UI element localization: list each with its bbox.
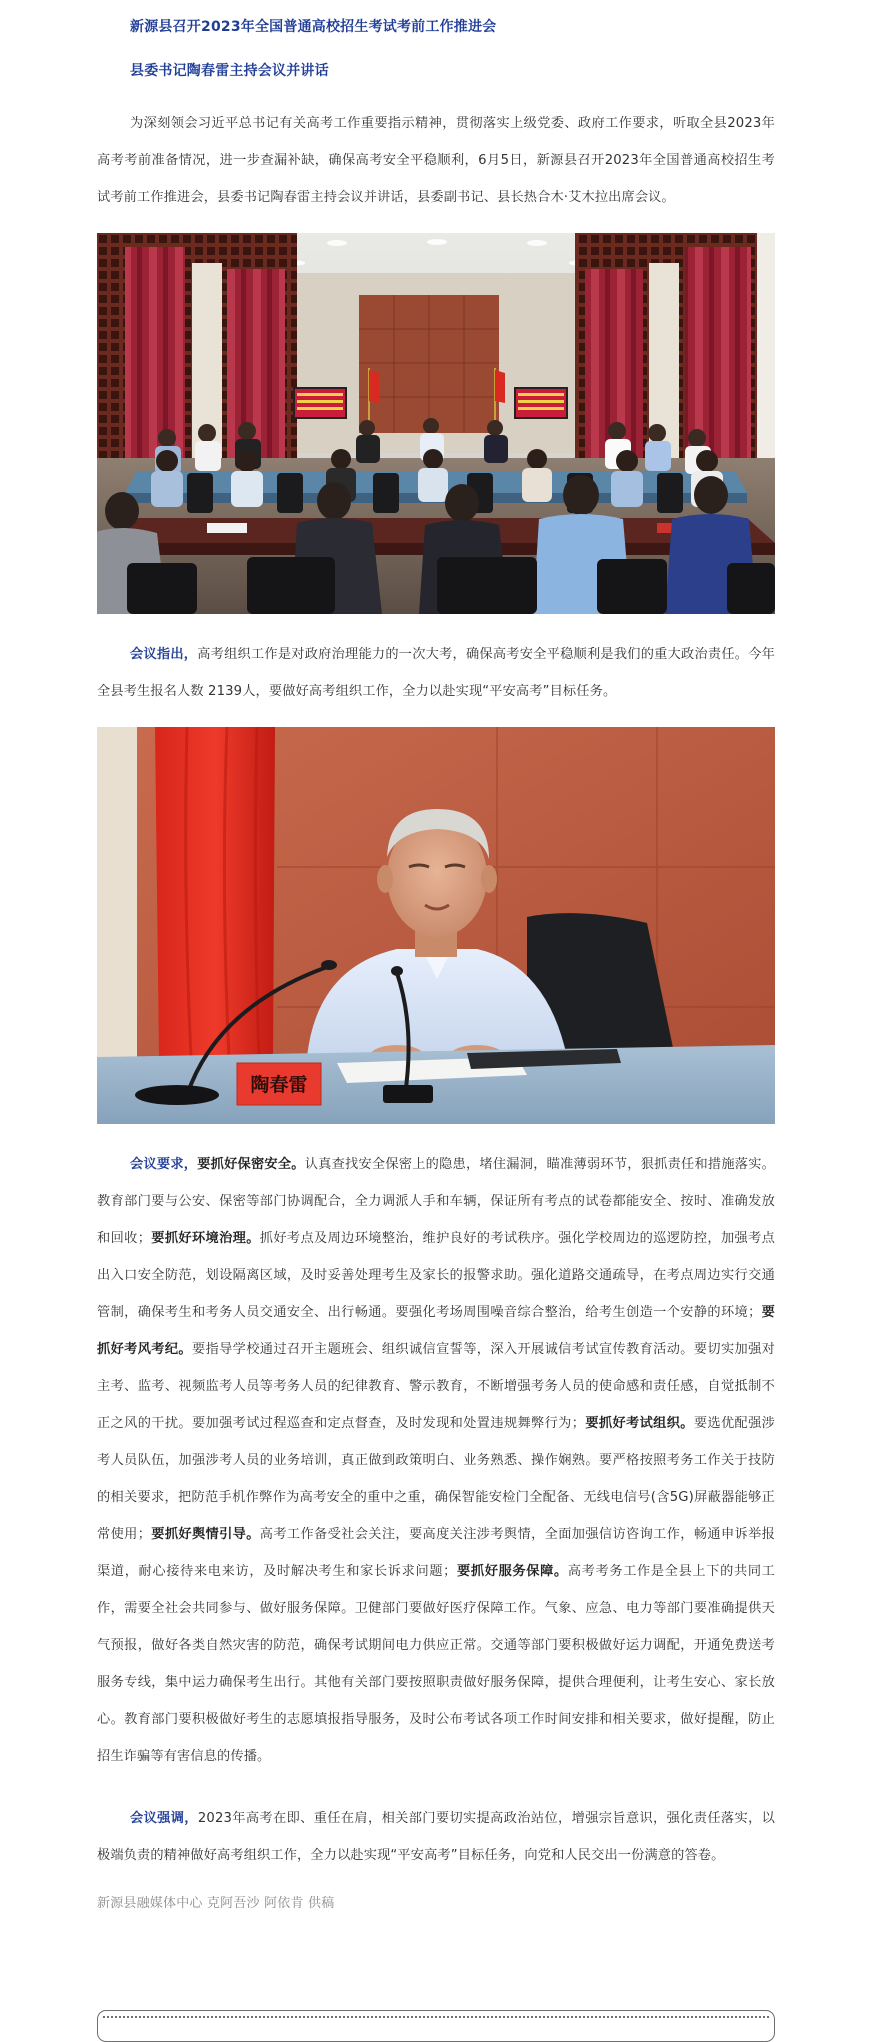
section3-lead: 会议强调，	[130, 1811, 198, 1826]
requirement-public-opinion: 要抓好舆情引导。	[151, 1527, 260, 1542]
requirement-environment: 要抓好环境治理。	[151, 1231, 260, 1246]
section3-text: 2023年高考在即、重任在肩，相关部门要切实提高政治站位，增强宗旨意识，强化责任落实，以极端负责的精神做好高考组织工作，全力以赴实现“平安高考”目标任务，向党和人民交出一份满意的答卷。	[97, 1811, 775, 1863]
section1-lead: 会议指出，	[130, 647, 198, 662]
section2-lead: 会议要求，	[130, 1157, 198, 1172]
requirement-environment-text: 抓好考点及周边环境整治，维护良好的考试秩序。强化学校周边的巡逻防控，加强考点出入口安全防范，划设隔离区域，及时妥善处理考生及家长的报警求助。强化道路交通疏导，在考点周边实行交通管制，确保考生和考务人员交通安全、出行畅通。要强化考场周围噪音综合整治，给考生创造一个安静的环境；	[97, 1231, 775, 1320]
nameplate-text: 陶春雷	[250, 1074, 308, 1096]
requirement-public-opinion-text: 高考工作备受社会关注，要高度关注涉考舆情，全面加强信访咨询工作，畅通申诉举报渠道，耐心接待来电来访，及时解决考生和家长诉求问题；	[97, 1527, 775, 1579]
requirement-confidentiality: 要抓好保密安全。	[197, 1157, 305, 1172]
article-title: 新源县召开2023年全国普通高校招生考试考前工作推进会	[130, 19, 497, 35]
section2-paragraph	[97, 1146, 775, 1775]
requirement-discipline-text: 要指导学校通过召开主题班会、组织诚信宣誓等，深入开展诚信考试宣传教育活动。要切实加强对主考、监考、视频监考人员等考务人员的纪律教育、警示教育，不断增强考务人员的使命感和责任感，自觉抵制不正之风的干扰。要加强考试过程巡查和定点督查，及时发现和处置违规舞弊行为；	[97, 1342, 775, 1431]
requirement-organization: 要抓好考试组织。	[585, 1416, 694, 1431]
requirement-organization-text: 要选优配强涉考人员队伍，加强涉考人员的业务培训，真正做到政策明白、业务熟悉、操作娴熟。要严格按照考务工作关于技防的相关要求，把防范手机作弊作为高考安全的重中之重，确保智能安检门全配备、无线电信号(含5G)屏蔽器能够正常使用；	[97, 1416, 776, 1542]
speaker-photo	[97, 727, 775, 1124]
intro-paragraph: 为深刻领会习近平总书记有关高考工作重要指示精神，贯彻落实上级党委、政府工作要求，听取全县2023年高考考前准备情况，进一步查漏补缺，确保高考安全平稳顺利，6月5日，新源县召开2023年全国普通高校招生考试考前工作推进会，县委书记陶春雷主持会议并讲话，县委副书记、县长热合木·艾木拉出席会议。	[97, 116, 775, 205]
footer-decorative-box	[97, 2010, 775, 2042]
section1-paragraph	[97, 636, 775, 710]
section1-text: 高考组织工作是对政府治理能力的一次大考，确保高考安全平稳顺利是我们的重大政治责任。今年全县考生报名人数 2139人，要做好高考组织工作，全力以赴实现“平安高考”目标任务。	[97, 647, 775, 699]
requirement-confidentiality-text: 认真查找安全保密上的隐患，堵住漏洞，瞄准薄弱环节，狠抓责任和措施落实。教育部门要与公安、保密等部门协调配合，全力调派人手和车辆，保证所有考点的试卷都能安全、按时、准确发放和回收；	[97, 1157, 775, 1246]
article	[97, 0, 775, 1914]
article-subtitle: 县委书记陶春雷主持会议并讲话	[130, 63, 329, 79]
requirement-service: 要抓好服务保障。	[456, 1564, 568, 1579]
section3-paragraph	[97, 1800, 775, 1874]
footer-dotted-line	[103, 2016, 769, 2018]
requirement-service-text: 高考考务工作是全县上下的共同工作，需要全社会共同参与、做好服务保障。卫健部门要做好医疗保障工作。气象、应急、电力等部门要准确提供天气预报，做好各类自然灾害的防范，确保考试期间电力供应正常。交通等部门要积极做好运力调配，开通免费送考服务专线，集中运力确保考生出行。其他有关部门要按照职责做好服务保障，提供合理便利，让考生安心、家长放心。教育部门要积极做好考生的志愿填报指导服务，及时公布考试各项工作时间安排和相关要求，做好提醒，防止招生诈骗等有害信息的传播。	[97, 1564, 776, 1764]
requirement-discipline: 要抓好考风考纪。	[97, 1305, 775, 1357]
meeting-room-photo	[97, 233, 775, 614]
article-credit: 新源县融媒体中心 克阿吾沙 阿依肯 供稿	[97, 1896, 335, 1911]
